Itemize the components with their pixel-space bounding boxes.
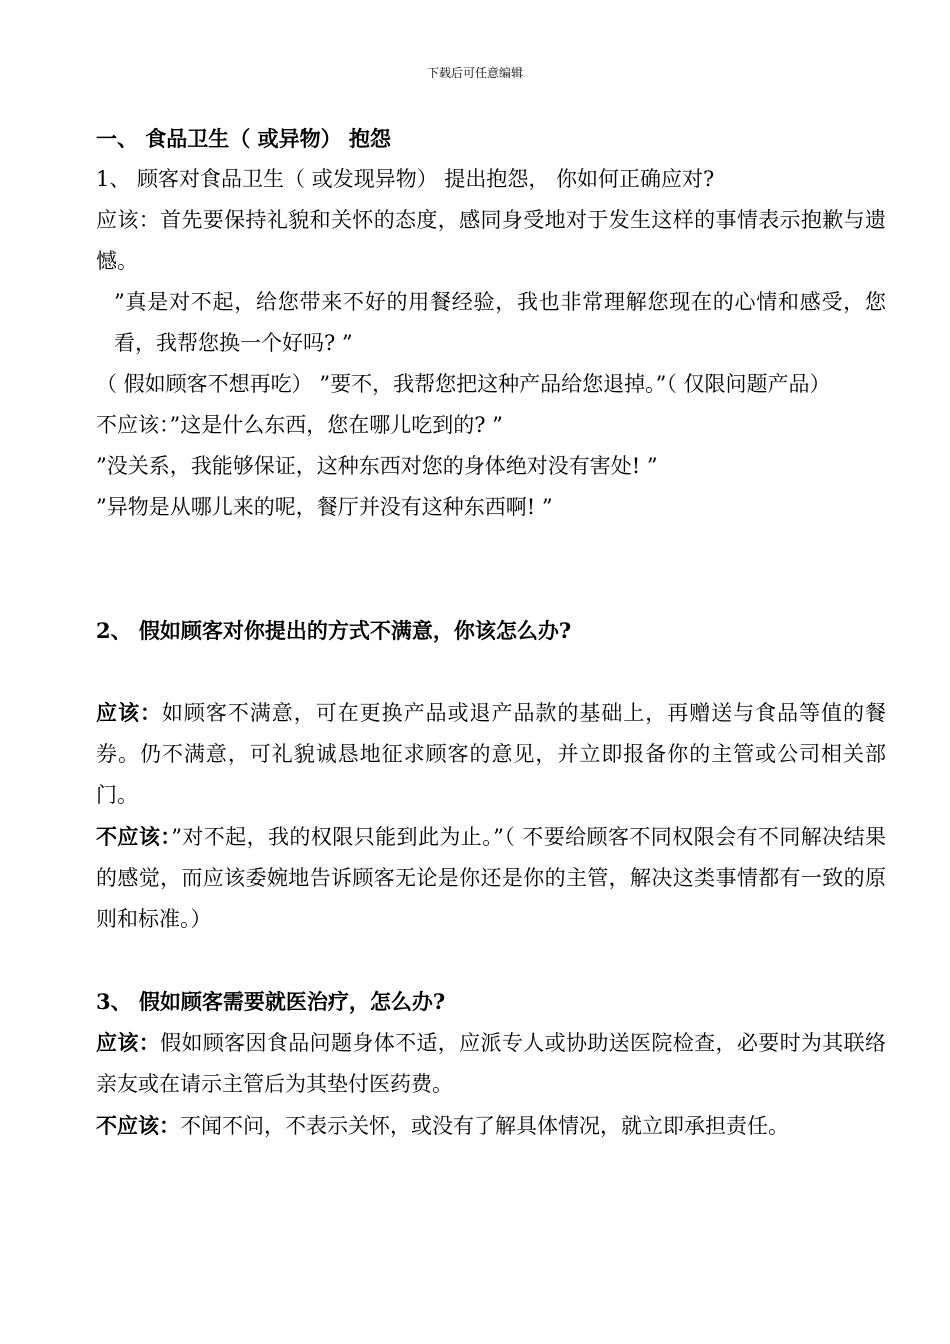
should-label: 应该： [96, 700, 162, 725]
q1-shouldnt-line-1: 不应该：”这是什么东西，您在哪儿吃到的? ” [96, 413, 503, 437]
q2-shouldnt-answer [96, 816, 886, 940]
document-body [96, 118, 886, 1147]
should-text: 假如顾客因食品问题身体不适，应派专人或协助送医院检查，必要时为其联络亲友或在请示主管后为其垫付医药费。 [96, 1031, 887, 1096]
shouldnt-label: 不应该： [96, 1113, 180, 1138]
q3-should-answer [96, 1022, 886, 1105]
shouldnt-text: 不闻不问，不表示关怀，或没有了解具体情况，就立即承担责任。 [180, 1114, 789, 1138]
q3-shouldnt-answer [96, 1105, 886, 1147]
section-title: 一、 食品卫生（ 或异物） 抱怨 [96, 126, 391, 151]
shouldnt-label: 不应该： [96, 824, 172, 849]
spacer [96, 651, 886, 692]
q1-should-answer: 应该：首先要保持礼貌和关怀的态度，感同身受地对于发生这样的事情表示抱歉与遗憾。 [96, 208, 886, 273]
question-1: 1、 顾客对食品卫生（ 或发现异物） 提出抱怨， 你如何正确应对? [96, 167, 715, 191]
q1-quote-refund: （ 假如顾客不想再吃） ”要不，我帮您把这种产品给您退掉。”（ 仅限问题产品） [96, 372, 831, 396]
shouldnt-text: ”对不起，我的权限只能到此为止。”（ 不要给顾客不同权限会有不同解决结果的感觉，而应该委婉地告诉顾客无论是你还是你的主管，解决这类事情都有一致的原则和标准。） [96, 825, 886, 931]
q1-shouldnt-line-3: ”异物是从哪儿来的呢，餐厅并没有这种东西啊! ” [96, 495, 553, 519]
should-text: 如顾客不满意，可在更换产品或退产品款的基础上，再赠送与食品等值的餐券。仍不满意，可礼貌诚恳地征求顾客的意见，并立即报备你的主管或公司相关部门。 [96, 701, 887, 807]
question-3: 3、 假如顾客需要就医治疗，怎么办? [96, 989, 446, 1014]
spacer [96, 528, 886, 610]
q1-quote-apology: ”真是对不起，给您带来不好的用餐经验，我也非常理解您现在的心情和感受，您看，我帮您换一个好吗? ” [114, 290, 886, 355]
spacer [96, 940, 886, 981]
q1-shouldnt-line-2: ”没关系，我能够保证，这种东西对您的身体绝对没有害处! ” [96, 454, 658, 478]
question-2: 2、 假如顾客对你提出的方式不满意，你该怎么办? [96, 618, 572, 643]
q2-should-answer [96, 692, 886, 816]
should-label: 应该： [96, 1030, 161, 1055]
page-header: 下载后可任意编辑 [426, 66, 523, 80]
